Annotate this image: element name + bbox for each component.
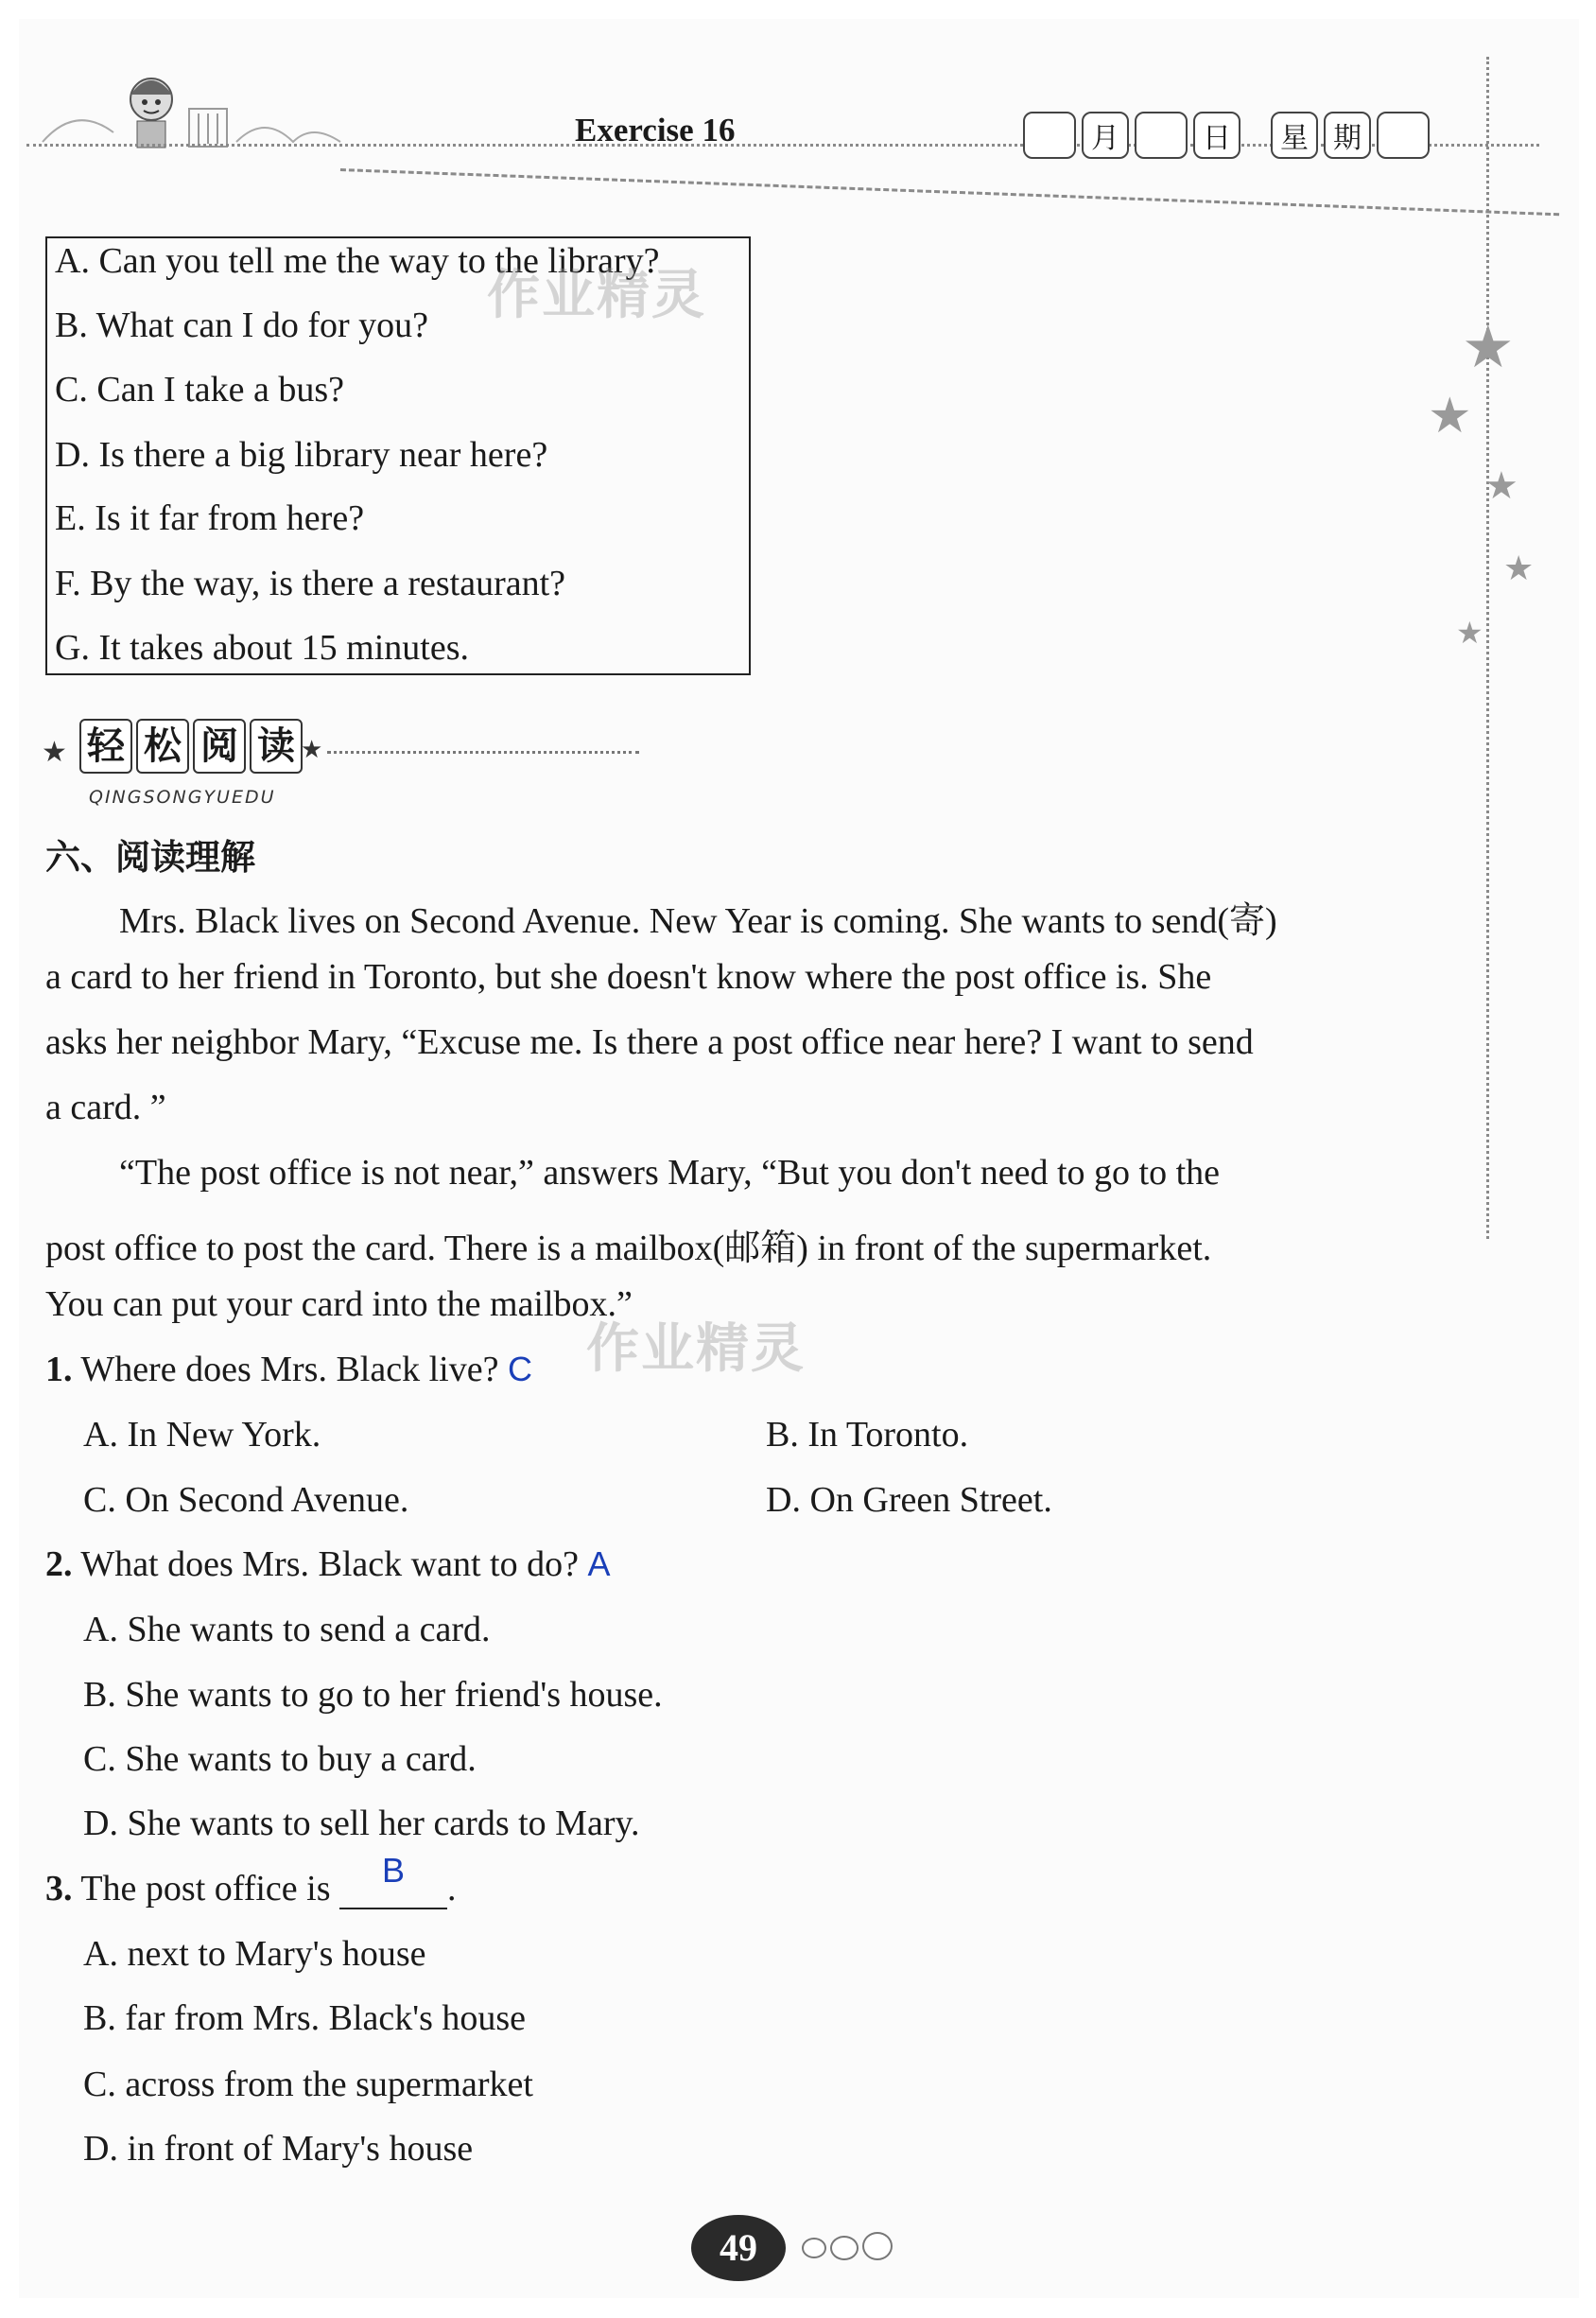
- banner-dotted-rule: [327, 751, 639, 754]
- answer-mark: A: [587, 1544, 611, 1583]
- option-c: C. Can I take a bus?: [55, 370, 345, 410]
- passage-line: a card. ”: [45, 1088, 166, 1127]
- star-icon: ★: [1428, 390, 1472, 444]
- option-e: E. Is it far from here?: [55, 498, 365, 538]
- passage-line: post office to post the card. There is a mailbox(邮箱) in front of the supermarket.: [45, 1229, 1212, 1268]
- section-title: 六、阅读理解: [45, 837, 255, 878]
- page-number: 49: [691, 2215, 786, 2281]
- passage-line: You can put your card into the mailbox.”: [45, 1284, 633, 1324]
- banner-char: 松: [136, 719, 189, 774]
- option-a: A. Can you tell me the way to the library?: [55, 241, 660, 281]
- watermark: 作业精灵: [586, 1318, 806, 1380]
- weekday-blank[interactable]: [1377, 112, 1430, 159]
- question-text: Where does Mrs. Black live?: [80, 1350, 499, 1389]
- month-blank[interactable]: [1023, 112, 1076, 159]
- star-icon: ★: [42, 737, 67, 768]
- banner-pinyin: QINGSONGYUEDU: [89, 787, 276, 808]
- bubble-icon: [802, 2238, 826, 2258]
- option-1c: C. On Second Avenue.: [83, 1480, 409, 1520]
- star-icon: ★: [1484, 464, 1518, 507]
- question-text: What does Mrs. Black want to do?: [80, 1544, 579, 1584]
- date-fields: [1023, 112, 1435, 159]
- option-1a: A. In New York.: [83, 1415, 321, 1455]
- option-2d: D. She wants to sell her cards to Mary.: [83, 1804, 640, 1843]
- option-1d: D. On Green Street.: [766, 1480, 1052, 1520]
- option-2c: C. She wants to buy a card.: [83, 1739, 477, 1779]
- answer-mark: B: [382, 1851, 406, 1890]
- option-f: F. By the way, is there a restaurant?: [55, 564, 566, 603]
- option-3a: A. next to Mary's house: [83, 1934, 426, 1974]
- option-3b: B. far from Mrs. Black's house: [83, 1998, 527, 2038]
- star-icon: ★: [1456, 616, 1483, 650]
- option-1b: B. In Toronto.: [766, 1415, 969, 1455]
- banner-char: 阅: [193, 719, 246, 774]
- banner-char: 轻: [79, 719, 132, 774]
- margin-dotted-rule: [1486, 57, 1489, 1239]
- cartoon-girl-reading-icon: [38, 66, 350, 151]
- option-b: B. What can I do for you?: [55, 305, 429, 345]
- banner-char: 读: [250, 719, 303, 774]
- answer-blank[interactable]: [339, 1851, 447, 1909]
- option-g: G. It takes about 15 minutes.: [55, 628, 469, 668]
- bubble-icon: [862, 2232, 893, 2260]
- question-3: 3. The post office is B .: [45, 1851, 457, 1908]
- month-label: 月: [1082, 112, 1129, 159]
- answer-mark: C: [507, 1350, 532, 1388]
- passage-line: Mrs. Black lives on Second Avenue. New Year is coming. She wants to send(寄): [119, 901, 1277, 941]
- passage-line: asks her neighbor Mary, “Excuse me. Is there a post office near here? I want to send: [45, 1022, 1254, 1062]
- day-label: 日: [1193, 112, 1240, 159]
- option-2b: B. She wants to go to her friend's house.: [83, 1675, 663, 1715]
- star-icon: ★: [1462, 316, 1515, 380]
- option-3c: C. across from the supermarket: [83, 2065, 533, 2104]
- option-3d: D. in front of Mary's house: [83, 2129, 474, 2169]
- week-label-1: 星: [1271, 112, 1318, 159]
- passage-line: a card to her friend in Toronto, but she doesn't know where the post office is. She: [45, 957, 1212, 997]
- reading-banner: [79, 719, 306, 774]
- star-icon: ★: [1503, 549, 1535, 587]
- week-label-2: 期: [1324, 112, 1371, 159]
- option-d: D. Is there a big library near here?: [55, 435, 548, 475]
- question-1: 1. Where does Mrs. Black live? C: [45, 1350, 532, 1389]
- question-2: 2. What does Mrs. Black want to do? A: [45, 1544, 611, 1584]
- day-blank[interactable]: [1135, 112, 1188, 159]
- bubble-icon: [830, 2236, 859, 2260]
- option-2a: A. She wants to send a card.: [83, 1610, 491, 1649]
- watermark: 作业精灵: [487, 265, 706, 326]
- star-icon: ★: [301, 736, 323, 763]
- passage-line: “The post office is not near,” answers Mary, “But you don't need to go to the: [119, 1153, 1221, 1193]
- question-text: The post office is: [80, 1869, 331, 1908]
- exercise-title: Exercise 16: [575, 112, 736, 148]
